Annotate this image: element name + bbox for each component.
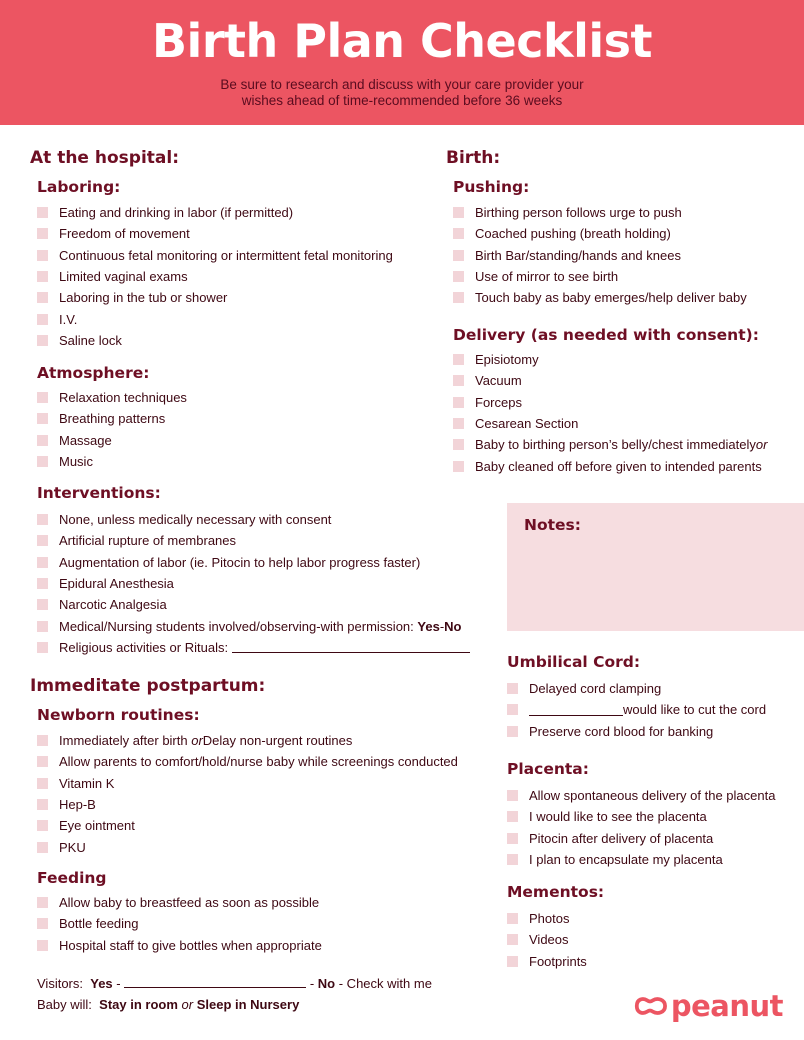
checklist-item[interactable]: Photos xyxy=(507,908,587,929)
subsection-title-delivery: Delivery (as needed with consent): xyxy=(453,326,759,344)
checkbox[interactable] xyxy=(453,207,464,218)
checklist-item[interactable]: Vacuum xyxy=(453,370,767,391)
checkbox[interactable] xyxy=(507,683,518,694)
visitors-line: Visitors: Yes - - No - Check with me xyxy=(37,976,432,991)
checklist-item[interactable]: Preserve cord blood for banking xyxy=(507,721,766,742)
checkbox[interactable] xyxy=(37,897,48,908)
checkbox[interactable] xyxy=(37,228,48,239)
cord-cutter-blank-field[interactable] xyxy=(529,704,623,716)
visitors-yes-option[interactable]: Yes xyxy=(90,976,113,991)
checklist-item[interactable]: Touch baby as baby emerges/help deliver baby xyxy=(453,287,747,308)
checklist-item[interactable]: Freedom of movement xyxy=(37,223,393,244)
subsection-title-interventions: Interventions: xyxy=(37,484,161,502)
checklist-item[interactable]: Massage xyxy=(37,430,187,451)
checklist-item[interactable]: Immediately after birth or Delay non-urgent routines xyxy=(37,730,458,751)
checklist-item[interactable]: Hospital staff to give bottles when appropriate xyxy=(37,935,322,956)
notes-box[interactable] xyxy=(507,503,804,631)
subsection-title-newborn: Newborn routines: xyxy=(37,706,200,724)
checkbox[interactable] xyxy=(37,250,48,261)
checklist-item[interactable]: Limited vaginal exams xyxy=(37,266,393,287)
checklist-item[interactable]: Delayed cord clamping xyxy=(507,678,766,699)
checkbox[interactable] xyxy=(453,439,464,450)
checklist-item[interactable]: Videos xyxy=(507,929,587,950)
checklist-item[interactable]: Birthing person follows urge to push xyxy=(453,202,747,223)
checkbox[interactable] xyxy=(37,918,48,929)
checklist-item[interactable]: Laboring in the tub or shower xyxy=(37,287,393,308)
visitors-check-option[interactable]: - Check with me xyxy=(335,976,432,991)
checkbox[interactable] xyxy=(37,940,48,951)
checklist-item-religious[interactable]: Religious activities or Rituals: xyxy=(37,637,470,658)
checklist-item[interactable]: Vitamin K xyxy=(37,773,458,794)
checkbox[interactable] xyxy=(37,456,48,467)
subtitle-line-1: Be sure to research and discuss with your care provider your xyxy=(220,77,584,92)
checkbox[interactable] xyxy=(37,799,48,810)
logo-wordmark: peanut xyxy=(670,989,783,1023)
checklist-item[interactable]: Birth Bar/standing/hands and knees xyxy=(453,245,747,266)
delivery-checklist xyxy=(453,349,767,477)
checklist-item[interactable]: I would like to see the placenta xyxy=(507,806,775,827)
baby-will-line: Baby will: Stay in room or Sleep in Nursery xyxy=(37,997,300,1012)
checkbox[interactable] xyxy=(37,642,48,653)
subsection-title-laboring: Laboring: xyxy=(37,178,121,196)
checklist-item[interactable]: Allow spontaneous delivery of the placenta xyxy=(507,785,775,806)
subsection-title-mementos: Mementos: xyxy=(507,883,605,901)
checkbox[interactable] xyxy=(453,397,464,408)
checkbox[interactable] xyxy=(37,820,48,831)
checklist-item[interactable]: Breathing patterns xyxy=(37,408,187,429)
checkbox[interactable] xyxy=(37,335,48,346)
checklist-item[interactable]: PKU xyxy=(37,836,458,857)
checklist-item[interactable]: I plan to encapsulate my placenta xyxy=(507,849,775,870)
checkbox[interactable] xyxy=(37,842,48,853)
checkbox[interactable] xyxy=(453,292,464,303)
students-no-option[interactable]: No xyxy=(444,618,462,634)
checkbox[interactable] xyxy=(507,913,518,924)
checklist-item[interactable]: Coached pushing (breath holding) xyxy=(453,223,747,244)
checkbox[interactable] xyxy=(37,435,48,446)
checklist-item-students[interactable]: Medical/Nursing students involved/observing-with permission: Yes - No xyxy=(37,615,470,636)
checkbox[interactable] xyxy=(37,599,48,610)
mementos-checklist xyxy=(507,908,587,972)
subsection-title-atmosphere: Atmosphere: xyxy=(37,364,150,382)
checklist-item[interactable]: Bottle feeding xyxy=(37,913,322,934)
checkbox[interactable] xyxy=(507,956,518,967)
checkbox[interactable] xyxy=(507,704,518,715)
checkbox[interactable] xyxy=(453,228,464,239)
subtitle-line-2: wishes ahead of time-recommended before 36 weeks xyxy=(241,93,563,108)
checkbox[interactable] xyxy=(453,250,464,261)
stay-in-room-option[interactable]: Stay in room xyxy=(99,997,178,1012)
checkbox[interactable] xyxy=(507,811,518,822)
checkbox[interactable] xyxy=(37,514,48,525)
checklist-item[interactable]: Artificial rupture of membranes xyxy=(37,530,470,551)
page-header xyxy=(0,0,804,125)
checklist-item[interactable]: Hep-B xyxy=(37,794,458,815)
checkbox[interactable] xyxy=(507,726,518,737)
checkbox[interactable] xyxy=(507,934,518,945)
umbilical-checklist xyxy=(507,678,766,742)
students-yes-option[interactable]: Yes xyxy=(417,618,440,634)
page-subtitle xyxy=(0,77,804,109)
checkbox[interactable] xyxy=(507,854,518,865)
checkbox[interactable] xyxy=(37,621,48,632)
checkbox[interactable] xyxy=(453,375,464,386)
checkbox[interactable] xyxy=(507,833,518,844)
checkbox[interactable] xyxy=(37,578,48,589)
checklist-item[interactable]: I.V. xyxy=(37,308,393,329)
checkbox[interactable] xyxy=(453,271,464,282)
checklist-item[interactable]: Augmentation of labor (ie. Pitocin to help labor progress faster) xyxy=(37,552,470,573)
section-title-birth: Birth: xyxy=(446,148,501,168)
section-title-hospital: At the hospital: xyxy=(30,148,179,168)
checklist-item[interactable]: Allow baby to breastfeed as soon as possible xyxy=(37,892,322,913)
visitors-no-option[interactable]: No xyxy=(317,976,336,991)
peanut-logo xyxy=(633,986,783,1026)
feeding-checklist xyxy=(37,892,322,956)
laboring-checklist xyxy=(37,202,393,351)
checklist-item[interactable]: Episiotomy xyxy=(453,349,767,370)
checkbox[interactable] xyxy=(37,735,48,746)
checklist-item[interactable]: Use of mirror to see birth xyxy=(453,266,747,287)
checklist-item[interactable]: Forceps xyxy=(453,392,767,413)
subsection-title-pushing: Pushing: xyxy=(453,178,530,196)
checkbox[interactable] xyxy=(37,314,48,325)
checklist-item[interactable]: Allow parents to comfort/hold/nurse baby while screenings conducted xyxy=(37,751,458,772)
interventions-checklist xyxy=(37,509,470,658)
subsection-title-umbilical: Umbilical Cord: xyxy=(507,653,641,671)
checkbox[interactable] xyxy=(37,392,48,403)
section-title-postpartum: Immeditate postpartum: xyxy=(30,676,266,696)
checkbox[interactable] xyxy=(37,535,48,546)
religious-blank-field[interactable] xyxy=(232,641,470,653)
checkbox[interactable] xyxy=(37,207,48,218)
checklist-item[interactable]: Music xyxy=(37,451,187,472)
checkbox[interactable] xyxy=(37,778,48,789)
sleep-in-nursery-option[interactable]: Sleep in Nursery xyxy=(196,997,300,1012)
checklist-item[interactable]: Narcotic Analgesia xyxy=(37,594,470,615)
checklist-item[interactable]: Relaxation techniques xyxy=(37,387,187,408)
notes-title: Notes: xyxy=(524,516,581,534)
checklist-item[interactable]: Epidural Anesthesia xyxy=(37,573,470,594)
checkbox[interactable] xyxy=(453,461,464,472)
checklist-item[interactable]: Baby cleaned off before given to intended parents xyxy=(453,455,767,476)
subsection-title-feeding: Feeding xyxy=(37,869,107,887)
checkbox[interactable] xyxy=(37,292,48,303)
checklist-item[interactable]: Footprints xyxy=(507,951,587,972)
checkbox[interactable] xyxy=(37,413,48,424)
checklist-item[interactable]: Baby to birthing person’s belly/chest immediately or xyxy=(453,434,767,455)
checkbox[interactable] xyxy=(37,756,48,767)
checkbox[interactable] xyxy=(453,354,464,365)
placenta-checklist xyxy=(507,785,775,870)
checkbox[interactable] xyxy=(507,790,518,801)
atmosphere-checklist xyxy=(37,387,187,472)
checkbox[interactable] xyxy=(37,271,48,282)
visitors-blank-field[interactable] xyxy=(124,976,306,988)
checklist-item[interactable]: Pitocin after delivery of placenta xyxy=(507,828,775,849)
checkbox[interactable] xyxy=(453,418,464,429)
checkbox[interactable] xyxy=(37,557,48,568)
checklist-item[interactable]: Eye ointment xyxy=(37,815,458,836)
checklist-item[interactable]: None, unless medically necessary with consent xyxy=(37,509,470,530)
checklist-item[interactable]: Cesarean Section xyxy=(453,413,767,434)
newborn-checklist xyxy=(37,730,458,858)
peanut-logo-icon xyxy=(633,993,669,1019)
subsection-title-placenta: Placenta: xyxy=(507,760,589,778)
checklist-item[interactable]: Eating and drinking in labor (if permitted) xyxy=(37,202,393,223)
page-title: Birth Plan Checklist xyxy=(151,14,653,68)
checklist-item[interactable]: Continuous fetal monitoring or intermittent fetal monitoring xyxy=(37,245,393,266)
checklist-item[interactable]: would like to cut the cord xyxy=(507,699,766,720)
pushing-checklist xyxy=(453,202,747,308)
checklist-item[interactable]: Saline lock xyxy=(37,330,393,351)
